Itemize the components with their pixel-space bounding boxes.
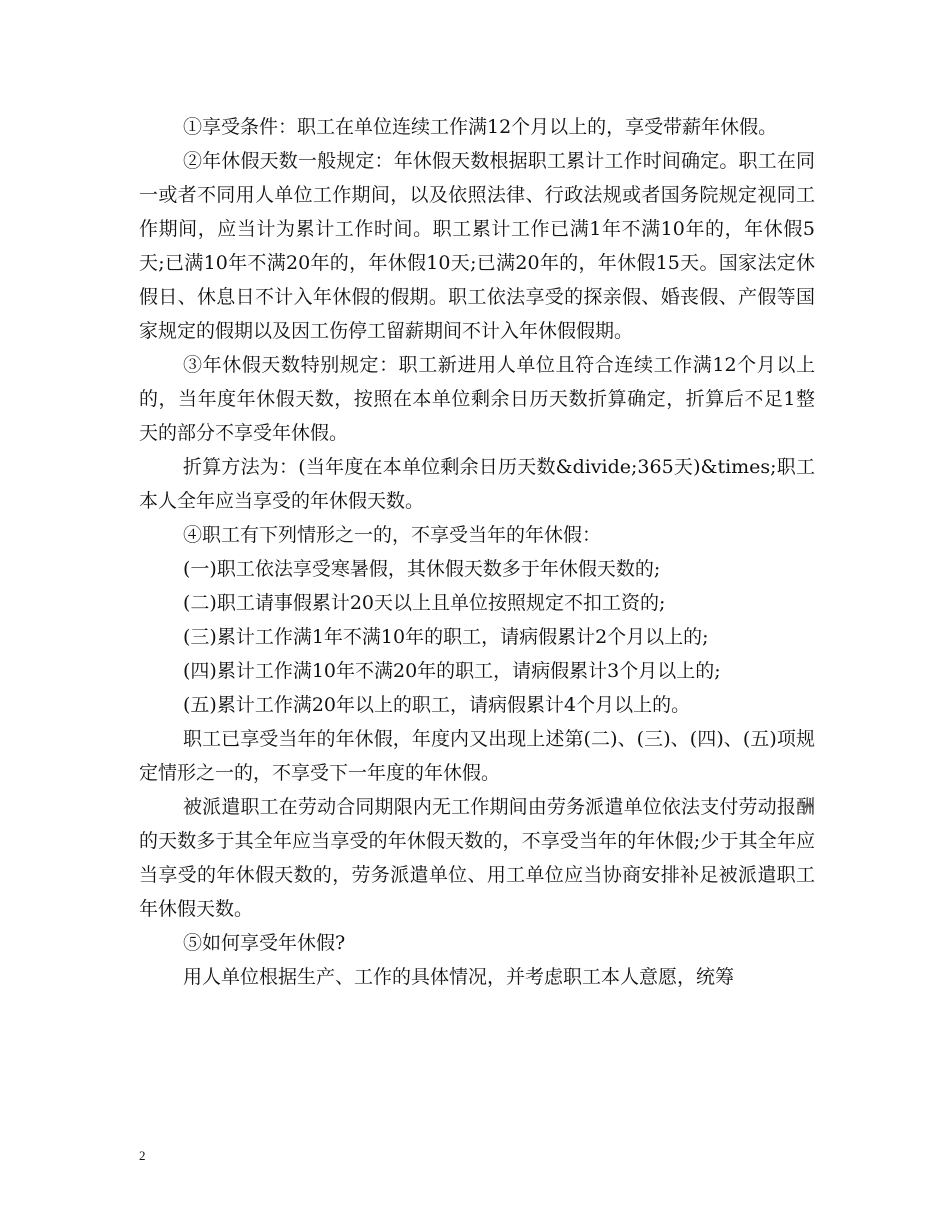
paragraph-9: 用人单位根据生产、工作的具体情况，并考虑职工本人意愿，统筹 — [183, 966, 735, 988]
paragraph-5: ④职工有下列情形之一的，不享受当年的年休假： — [183, 524, 602, 546]
document-body — [139, 110, 815, 994]
paragraph-1: ①享受条件：职工在单位连续工作满12个月以上的，享受带薪年休假。 — [183, 116, 778, 138]
list-item-3: (三)累计工作满1年不满10年的职工，请病假累计2个月以上的; — [183, 626, 709, 648]
paragraph-2: ②年休假天数一般规定：年休假天数根据职工累计工作时间确定。职工在同一或者不同用人单位工作期间，以及依照法律、行政法规或者国务院规定视同工作期间，应当计为累计工作时间。职工累计工作已满1年不满10年的，年休假5天;已满10年不满20年的，年休假10天;已满20年的，年休假15天。国家法定休假日、休息日不计入年休假的假期。职工依法享受的探亲假、婚丧假、产假等国家规定的假期以及因工伤停工留薪期间不计入年休假假期。 — [139, 150, 815, 342]
list-item-1: (一)职工依法享受寒暑假，其休假天数多于年休假天数的; — [183, 558, 661, 580]
paragraph-7: 被派遣职工在劳动合同期限内无工作期间由劳务派遣单位依法支付劳动报酬的天数多于其全年应当享受的年休假天数的，不享受当年的年休假;少于其全年应当享受的年休假天数的，劳务派遣单位、用工单位应当协商安排补足被派遣职工年休假天数。 — [139, 796, 815, 920]
paragraph-6: 职工已享受当年的年休假，年度内又出现上述第(二)、(三)、(四)、(五)项规定情形之一的，不享受下一年度的年休假。 — [139, 728, 815, 784]
list-item-5: (五)累计工作满20年以上的职工，请病假累计4个月以上的。 — [183, 694, 691, 716]
page-number: 2 — [139, 1148, 146, 1163]
paragraph-3: ③年休假天数特别规定：职工新进用人单位且符合连续工作满12个月以上的，当年度年休假天数，按照在本单位剩余日历天数折算确定，折算后不足1整天的部分不享受年休假。 — [139, 354, 815, 444]
list-item-4: (四)累计工作满10年不满20年的职工，请病假累计3个月以上的; — [183, 660, 721, 682]
paragraph-8: ⑤如何享受年休假? — [183, 932, 346, 954]
paragraph-4: 折算方法为：(当年度在本单位剩余日历天数&divide;365天)&times;职工本人全年应当享受的年休假天数。 — [139, 456, 815, 512]
list-item-2: (二)职工请事假累计20天以上且单位按照规定不扣工资的; — [183, 592, 666, 614]
